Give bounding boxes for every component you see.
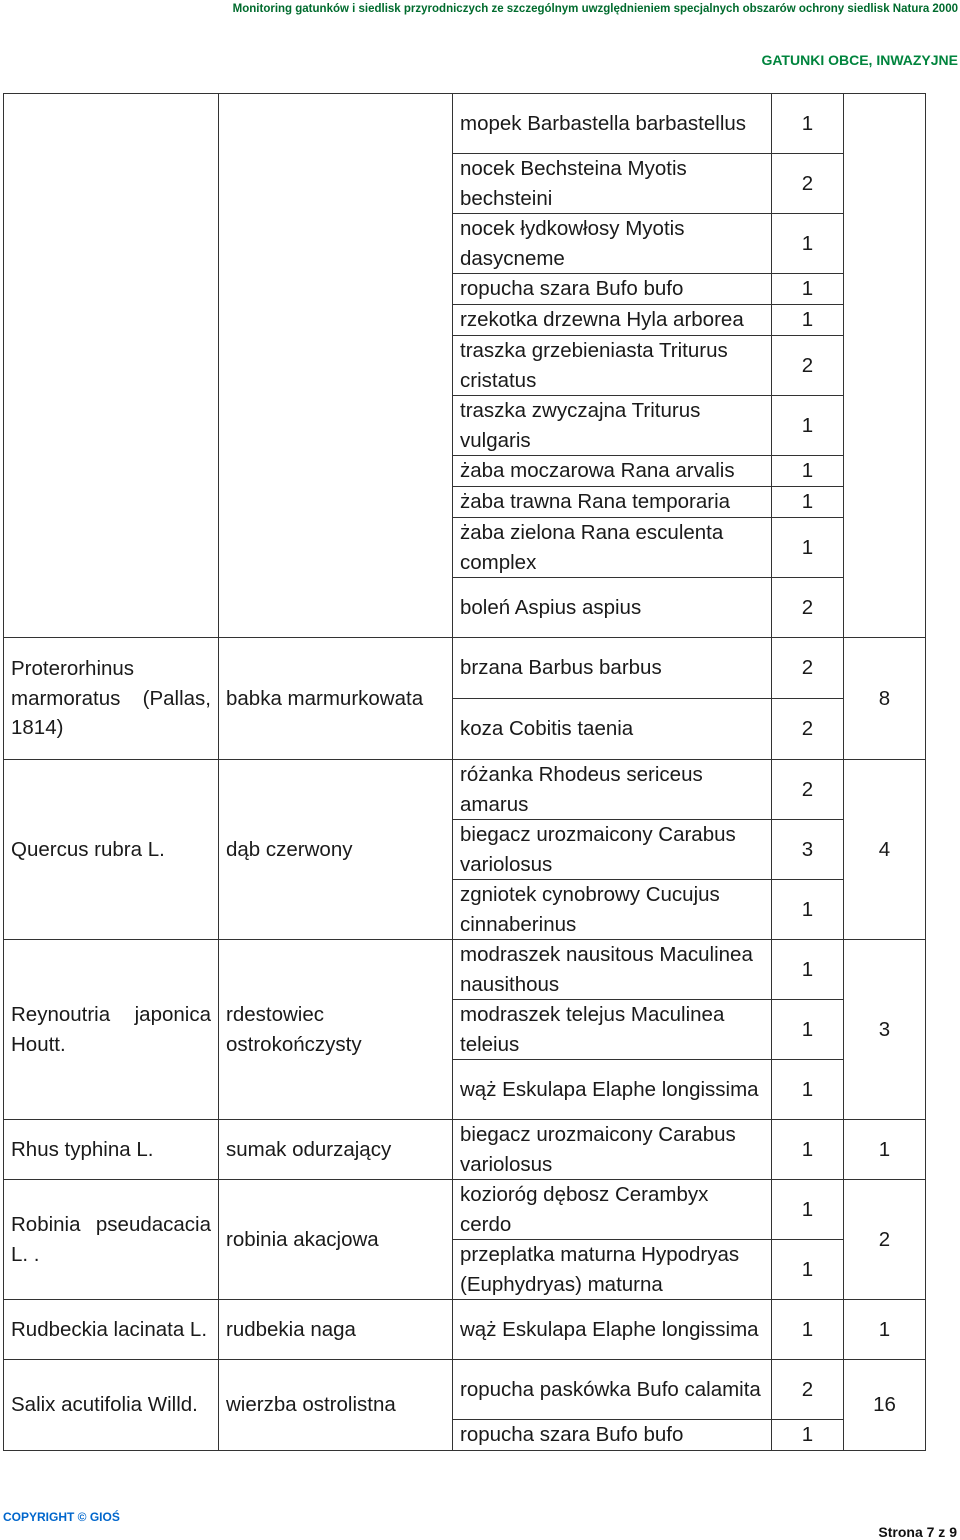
species-cell: rzekotka drzewna Hyla arborea (453, 305, 772, 336)
group-latin-cell-empty (4, 94, 219, 638)
species-cell: ropucha paskówka Bufo calamita (453, 1360, 772, 1420)
species-count: 1 (772, 1420, 844, 1451)
species-cell: ropucha szara Bufo bufo (453, 274, 772, 305)
species-cell: nocek Bechsteina Myotis bechsteini (453, 154, 772, 214)
species-table (3, 93, 926, 1451)
species-count: 1 (772, 940, 844, 1000)
species-count: 1 (772, 94, 844, 154)
group-total: 8 (844, 638, 926, 760)
group-total: 4 (844, 760, 926, 940)
species-cell: ropucha szara Bufo bufo (453, 1420, 772, 1451)
species-count: 1 (772, 274, 844, 305)
group-latin-name: Salix acutifolia Willd. (4, 1360, 219, 1451)
species-count: 1 (772, 305, 844, 336)
species-count: 1 (772, 880, 844, 940)
group-polish-name: rdestowiec ostrokończysty (219, 940, 453, 1120)
species-count: 1 (772, 1300, 844, 1360)
group-polish-cell-empty (219, 94, 453, 638)
species-count: 2 (772, 1360, 844, 1420)
species-cell: biegacz urozmaicony Carabus variolosus (453, 1120, 772, 1180)
group-latin-name: Reynoutria japonica Houtt. (4, 940, 219, 1120)
group-polish-name: babka marmurkowata (219, 638, 453, 760)
species-cell: modraszek nausitous Maculinea nausithous (453, 940, 772, 1000)
species-count: 2 (772, 760, 844, 820)
group-total: 1 (844, 1300, 926, 1360)
species-cell: traszka grzebieniasta Triturus cristatus (453, 336, 772, 396)
species-cell: żaba zielona Rana esculenta complex (453, 518, 772, 578)
section-title: GATUNKI OBCE, INWAZYJNE (761, 52, 958, 68)
species-count: 1 (772, 1060, 844, 1120)
species-count: 2 (772, 154, 844, 214)
species-count: 1 (772, 396, 844, 456)
species-count: 1 (772, 214, 844, 274)
group-total: 3 (844, 940, 926, 1120)
species-cell: żaba moczarowa Rana arvalis (453, 456, 772, 487)
group-latin-name: Robinia pseudacacia L. . (4, 1180, 219, 1300)
page-number: Strona 7 z 9 (878, 1524, 957, 1540)
document-header-title: Monitoring gatunków i siedlisk przyrodniczych ze szczególnym uwzględnieniem specjalnych obszarów ochrony siedlisk Natura 2000 (232, 3, 958, 15)
group-polish-name: robinia akacjowa (219, 1180, 453, 1300)
species-count: 1 (772, 1120, 844, 1180)
species-cell: koza Cobitis taenia (453, 699, 772, 760)
group-latin-name: Rhus typhina L. (4, 1120, 219, 1180)
species-count: 1 (772, 1180, 844, 1240)
group-polish-name: dąb czerwony (219, 760, 453, 940)
species-cell: kozioróg dębosz Cerambyx cerdo (453, 1180, 772, 1240)
species-count: 1 (772, 1240, 844, 1300)
species-cell: brzana Barbus barbus (453, 638, 772, 699)
species-count: 2 (772, 336, 844, 396)
species-cell: traszka zwyczajna Triturus vulgaris (453, 396, 772, 456)
species-count: 1 (772, 456, 844, 487)
group-total: 1 (844, 1120, 926, 1180)
group-total-cell-empty (844, 94, 926, 638)
species-count: 2 (772, 578, 844, 638)
species-cell: wąż Eskulapa Elaphe longissima (453, 1300, 772, 1360)
species-count: 1 (772, 487, 844, 518)
species-cell: biegacz urozmaicony Carabus variolosus (453, 820, 772, 880)
copyright-notice: COPYRIGHT © GIOŚ (3, 1510, 120, 1524)
species-cell: zgniotek cynobrowy Cucujus cinnaberinus (453, 880, 772, 940)
species-cell: różanka Rhodeus sericeus amarus (453, 760, 772, 820)
species-count: 1 (772, 518, 844, 578)
species-count: 2 (772, 699, 844, 760)
species-cell: mopek Barbastella barbastellus (453, 94, 772, 154)
group-total: 16 (844, 1360, 926, 1451)
species-count: 2 (772, 638, 844, 699)
species-cell: nocek łydkowłosy Myotis dasycneme (453, 214, 772, 274)
species-cell: wąż Eskulapa Elaphe longissima (453, 1060, 772, 1120)
group-latin-name: Rudbeckia lacinata L. (4, 1300, 219, 1360)
species-count: 3 (772, 820, 844, 880)
species-count: 1 (772, 1000, 844, 1060)
species-cell: modraszek telejus Maculinea teleius (453, 1000, 772, 1060)
group-polish-name: rudbekia naga (219, 1300, 453, 1360)
group-polish-name: sumak odurzający (219, 1120, 453, 1180)
group-polish-name: wierzba ostrolistna (219, 1360, 453, 1451)
species-cell: przeplatka maturna Hypodryas (Euphydryas) maturna (453, 1240, 772, 1300)
species-cell: żaba trawna Rana temporaria (453, 487, 772, 518)
group-latin-name: Proterorhinus marmoratus (Pallas, 1814) (4, 638, 219, 760)
species-cell: boleń Aspius aspius (453, 578, 772, 638)
group-latin-name: Quercus rubra L. (4, 760, 219, 940)
group-total: 2 (844, 1180, 926, 1300)
